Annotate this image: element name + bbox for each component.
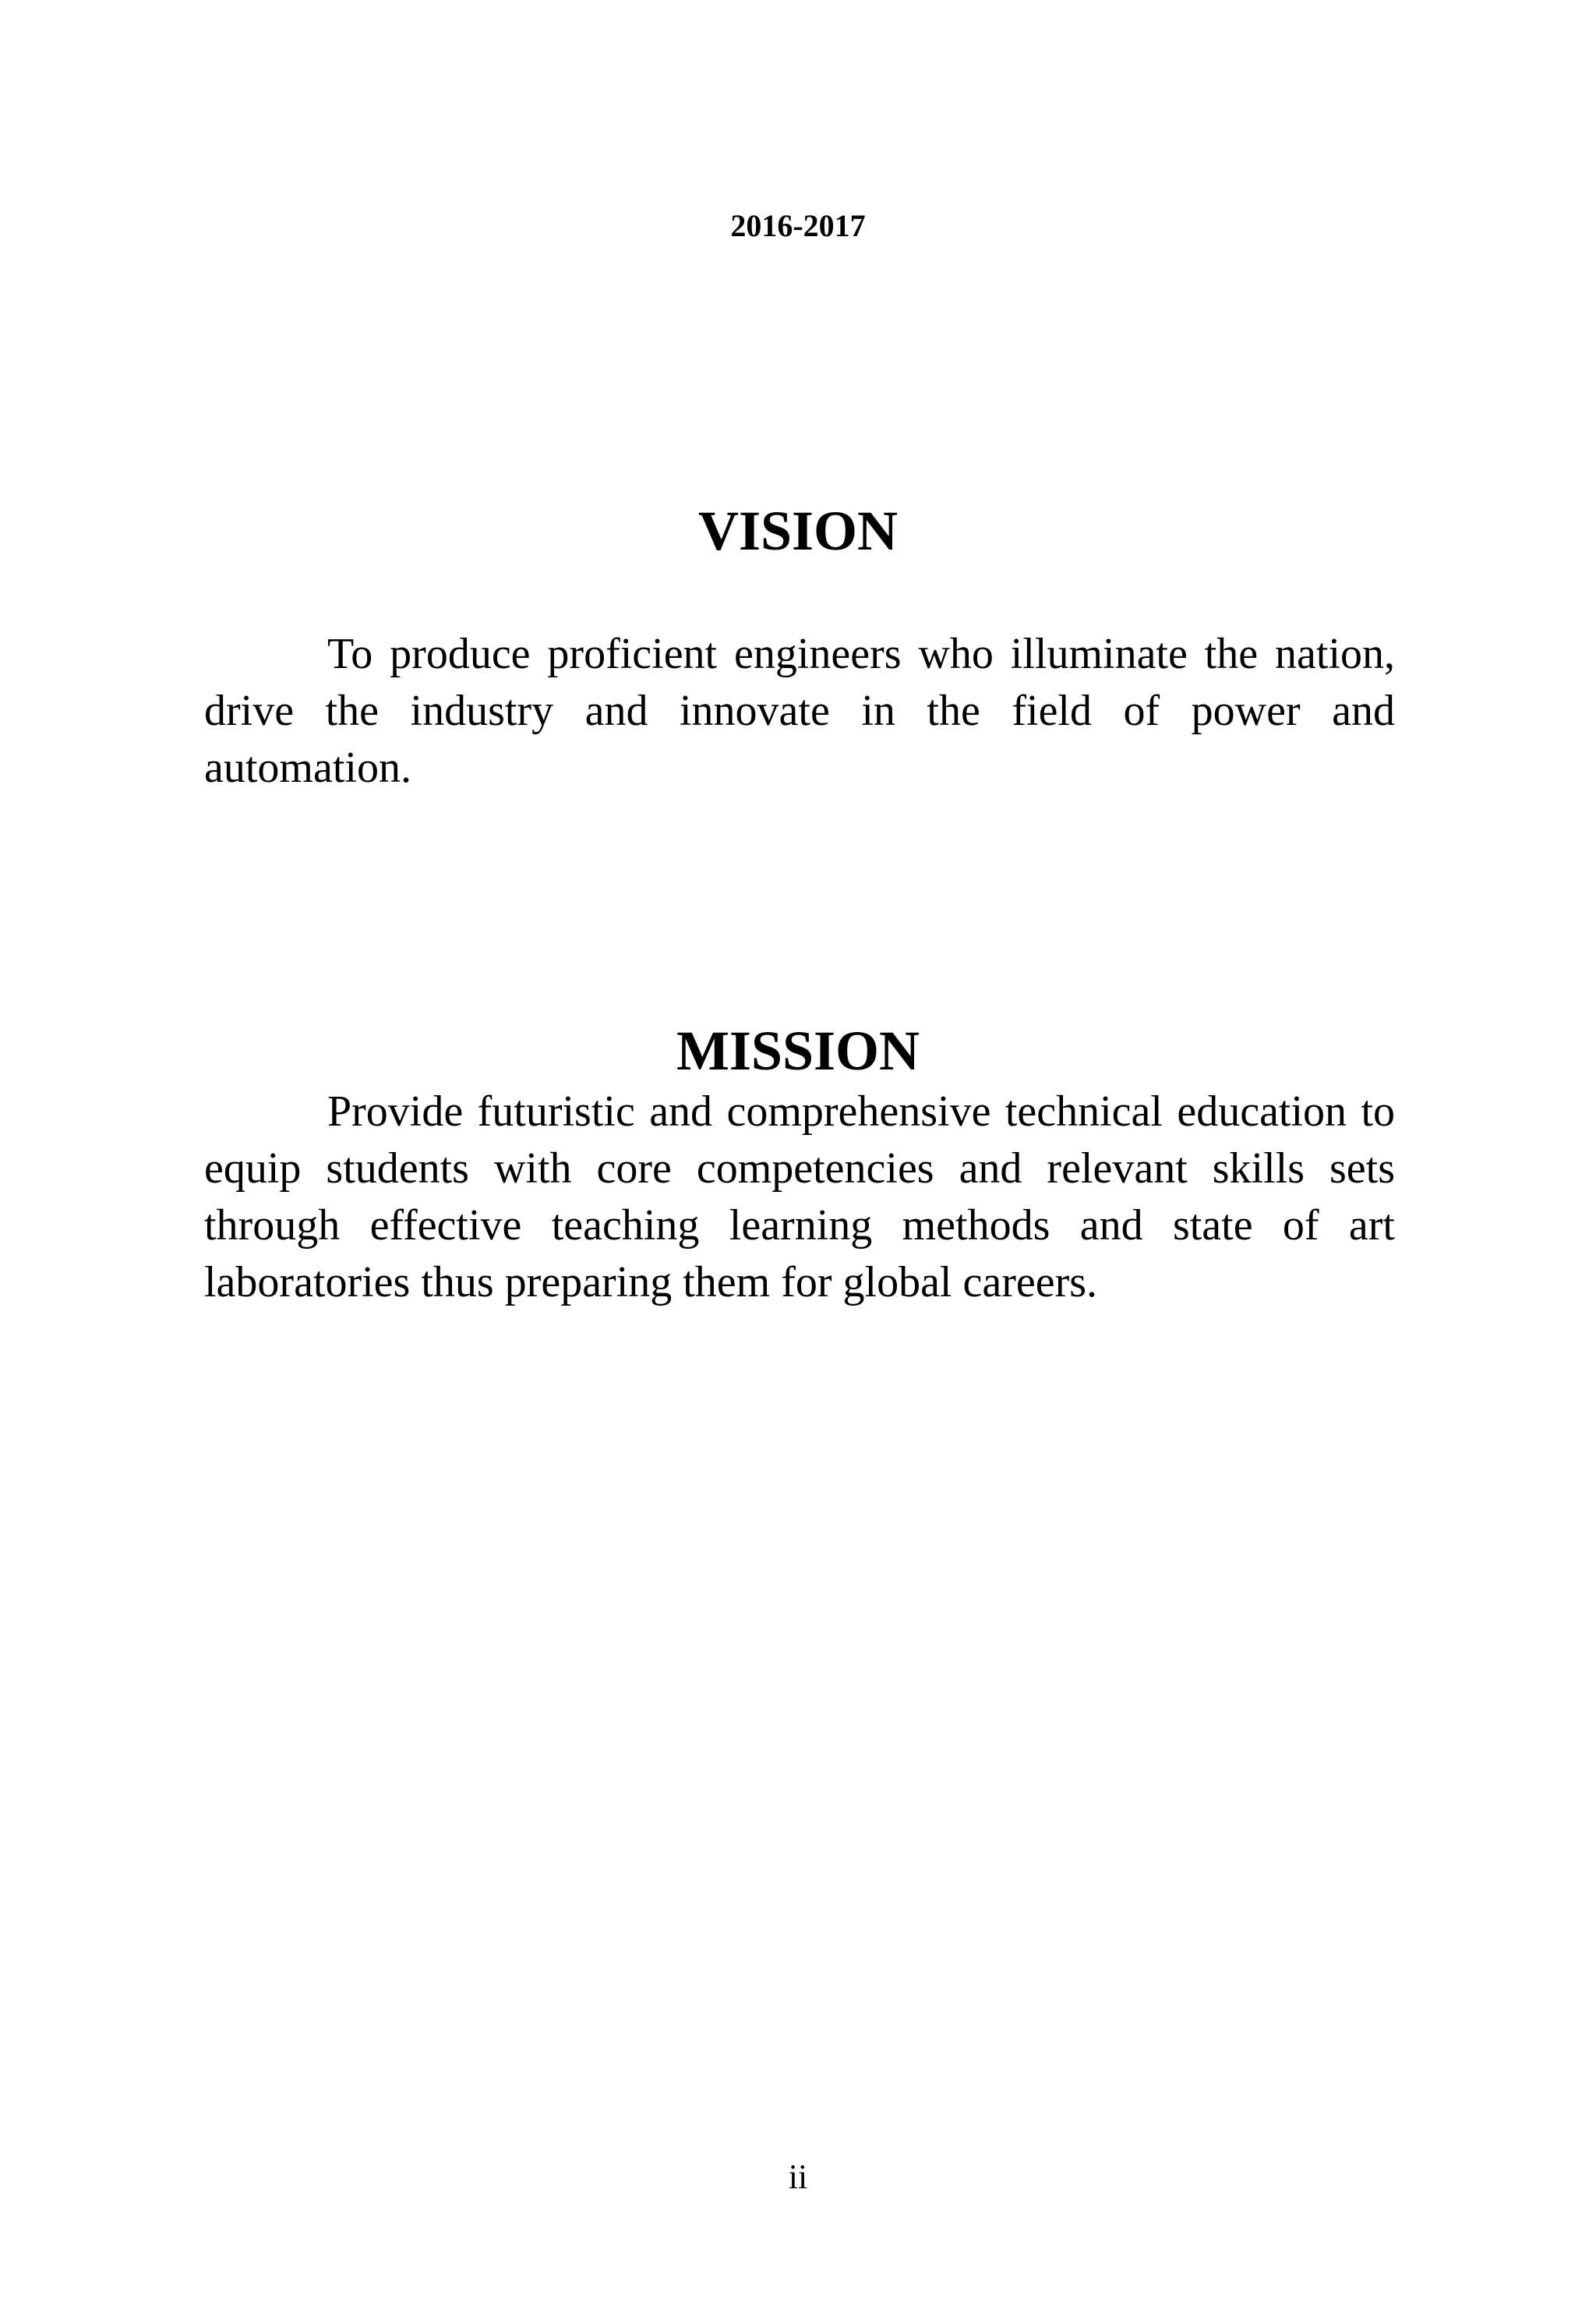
vision-heading: VISION xyxy=(697,500,899,562)
mission-statement: Provide futuristic and comprehensive technical education to equip students with core competencies and relevant skills sets through effective teaching learning methods and state of art laboratories thus preparing them for global careers. xyxy=(204,1087,1395,1306)
page-number: ii xyxy=(788,2158,808,2196)
academic-year: 2016-2017 xyxy=(730,208,866,243)
vision-statement: To produce proficient engineers who illuminate the nation, drive the industry and innovate in the field of power and automation. xyxy=(204,630,1395,792)
mission-heading: MISSION xyxy=(676,1020,920,1082)
